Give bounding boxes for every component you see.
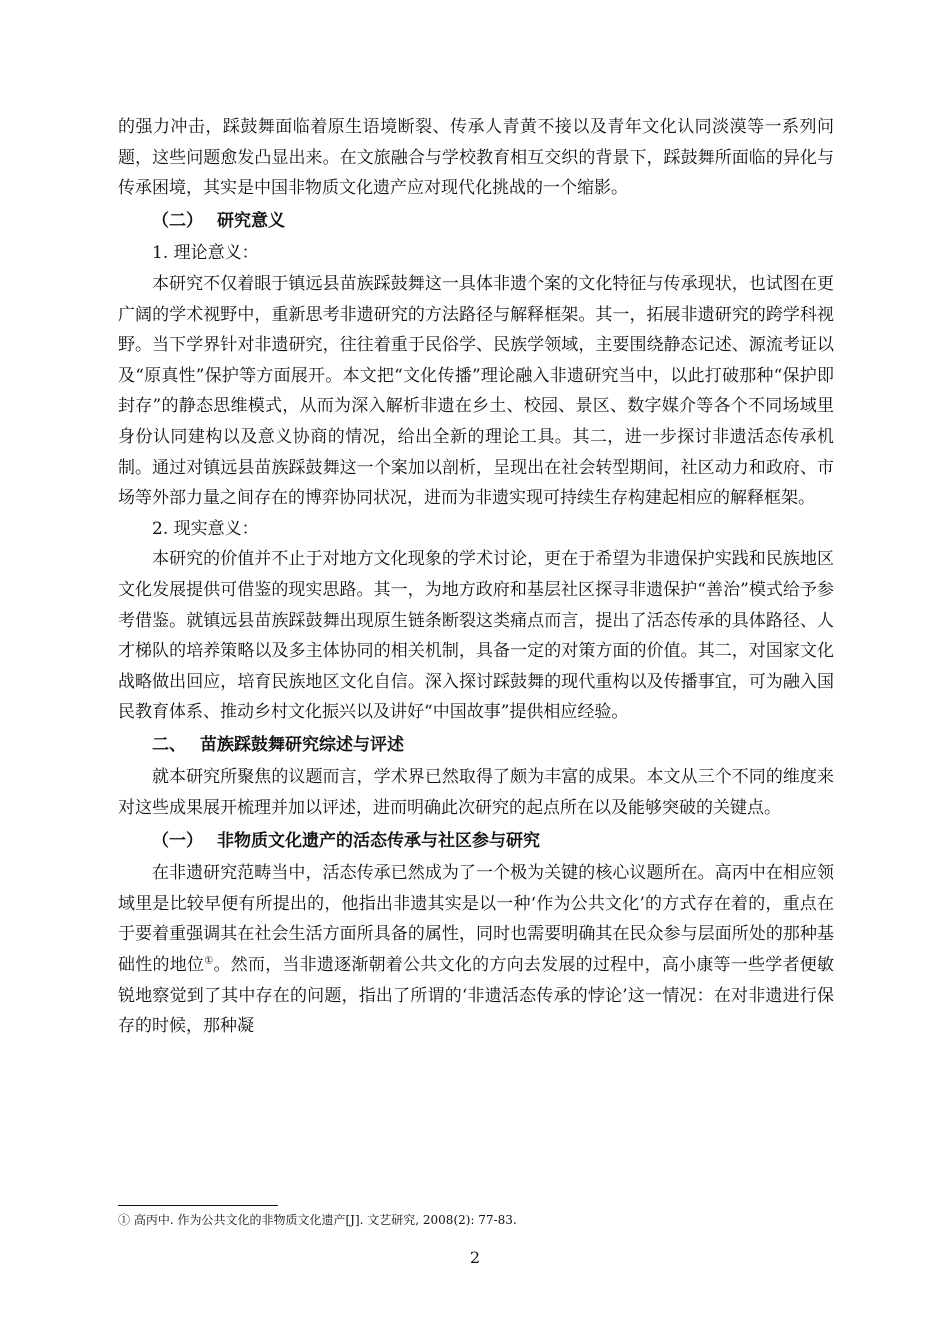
heading-text: 苗族踩鼓舞研究综述与评述 — [200, 734, 404, 755]
footnote-text: 高丙中. 作为公共文化的非物质文化遗产[J]. 文艺研究, 2008(2): 77-83. — [133, 1213, 517, 1227]
subheading-theoretical: 1. 理论意义： — [152, 243, 259, 264]
heading-text: 非物质文化遗产的活态传承与社区参与研究 — [217, 830, 540, 851]
heading-research-significance — [118, 206, 834, 237]
heading-number: 二、 — [152, 734, 186, 755]
paragraph-text: 在非遗研究范畴当中，活态传承已然成为了一个极为关键的核心议题所在。高丙中在相应领域里是比较早便有所提出的，他指出非遗其实是以一种‘作为公共文化’的方式存在着的，重点在于要着重强调其在社会生活方面所具备的属性，同时也需要明确其在民众参与层面所处的那种基础性的地位 — [118, 863, 834, 976]
heading-text: 研究意义 — [217, 210, 285, 231]
footnote-divider — [118, 1205, 278, 1206]
paragraph-theoretical: 本研究不仅着眼于镇远县苗族踩鼓舞这一具体非遗个案的文化特征与传承现状，也试图在更广阔的学术视野中，重新思考非遗研究的方法路径与解释框架。其一，拓展非遗研究的跨学科视野。当下学界针对非遗研究，往往着重于民俗学、民族学领域，主要围绕静态记述、源流考证以及“原真性”保护等方面展开。本文把“文化传播”理论融入非遗研究当中，以此打破那种“保护即封存”的静态思维模式，从而为深入解析非遗在乡土、校园、景区、数字媒介等各个不同场域里身份认同建构以及意义协商的情况，给出全新的理论工具。其二，进一步探讨非遗活态传承机制。通过对镇远县苗族踩鼓舞这一个案加以剖析，呈现出在社会转型期间，社区动力和政府、市场等外部力量之间存在的博弈协同状况，进而为非遗实现可持续生存构建起相应的解释框架。 — [118, 273, 834, 509]
heading-number: （二） — [152, 210, 203, 231]
page-number: 2 — [469, 1248, 481, 1267]
body-text — [118, 112, 834, 1042]
paragraph-text: 。然而，当非遗逐渐朝着公共文化的方向去发展的过程中，高小康等一些学者便敏锐地察觉到了其中存在的问题，指出了所谓的‘非遗活态传承的悖论’这一情况：在对非遗进行保存的时候，那种凝 — [118, 955, 835, 1037]
heading-living-inheritance — [118, 826, 834, 857]
footnote-reference[interactable]: ① — [204, 955, 214, 967]
heading-literature-review — [118, 730, 834, 761]
paragraph-practical: 本研究的价值并不止于对地方文化现象的学术讨论，更在于希望为非遗保护实践和民族地区文化发展提供可借鉴的现实思路。其一，为地方政府和基层社区探寻非遗保护“善治”模式给予参考借鉴。就镇远县苗族踩鼓舞出现原生链条断裂这类痛点而言，提出了活态传承的具体路径、人才梯队的培养策略以及多主体协同的相关机制，具备一定的对策方面的价值。其二，对国家文化战略做出回应，培育民族地区文化自信。深入探讨踩鼓舞的现代重构以及传播事宜，可为融入国民教育体系、推动乡村文化振兴以及讲好“中国故事”提供相应经验。 — [118, 549, 834, 723]
paragraph-review-intro: 就本研究所聚焦的议题而言，学术界已然取得了颇为丰富的成果。本文从三个不同的维度来对这些成果展开梳理并加以评述，进而明确此次研究的起点所在以及能够突破的关键点。 — [118, 767, 834, 819]
footnote — [118, 1212, 834, 1228]
paragraph-background: 的强力冲击，踩鼓舞面临着原生语境断裂、传承人青黄不接以及青年文化认同淡漠等一系列问题，这些问题愈发凸显出来。在文旅融合与学校教育相互交织的背景下，踩鼓舞所面临的异化与传承困境，其实是中国非物质文化遗产应对现代化挑战的一个缩影。 — [118, 117, 834, 199]
footnote-mark: ① — [118, 1213, 131, 1227]
subheading-practical: 2. 现实意义： — [152, 518, 259, 539]
paragraph-living-inheritance — [118, 858, 834, 1042]
heading-number: （一） — [152, 830, 203, 851]
